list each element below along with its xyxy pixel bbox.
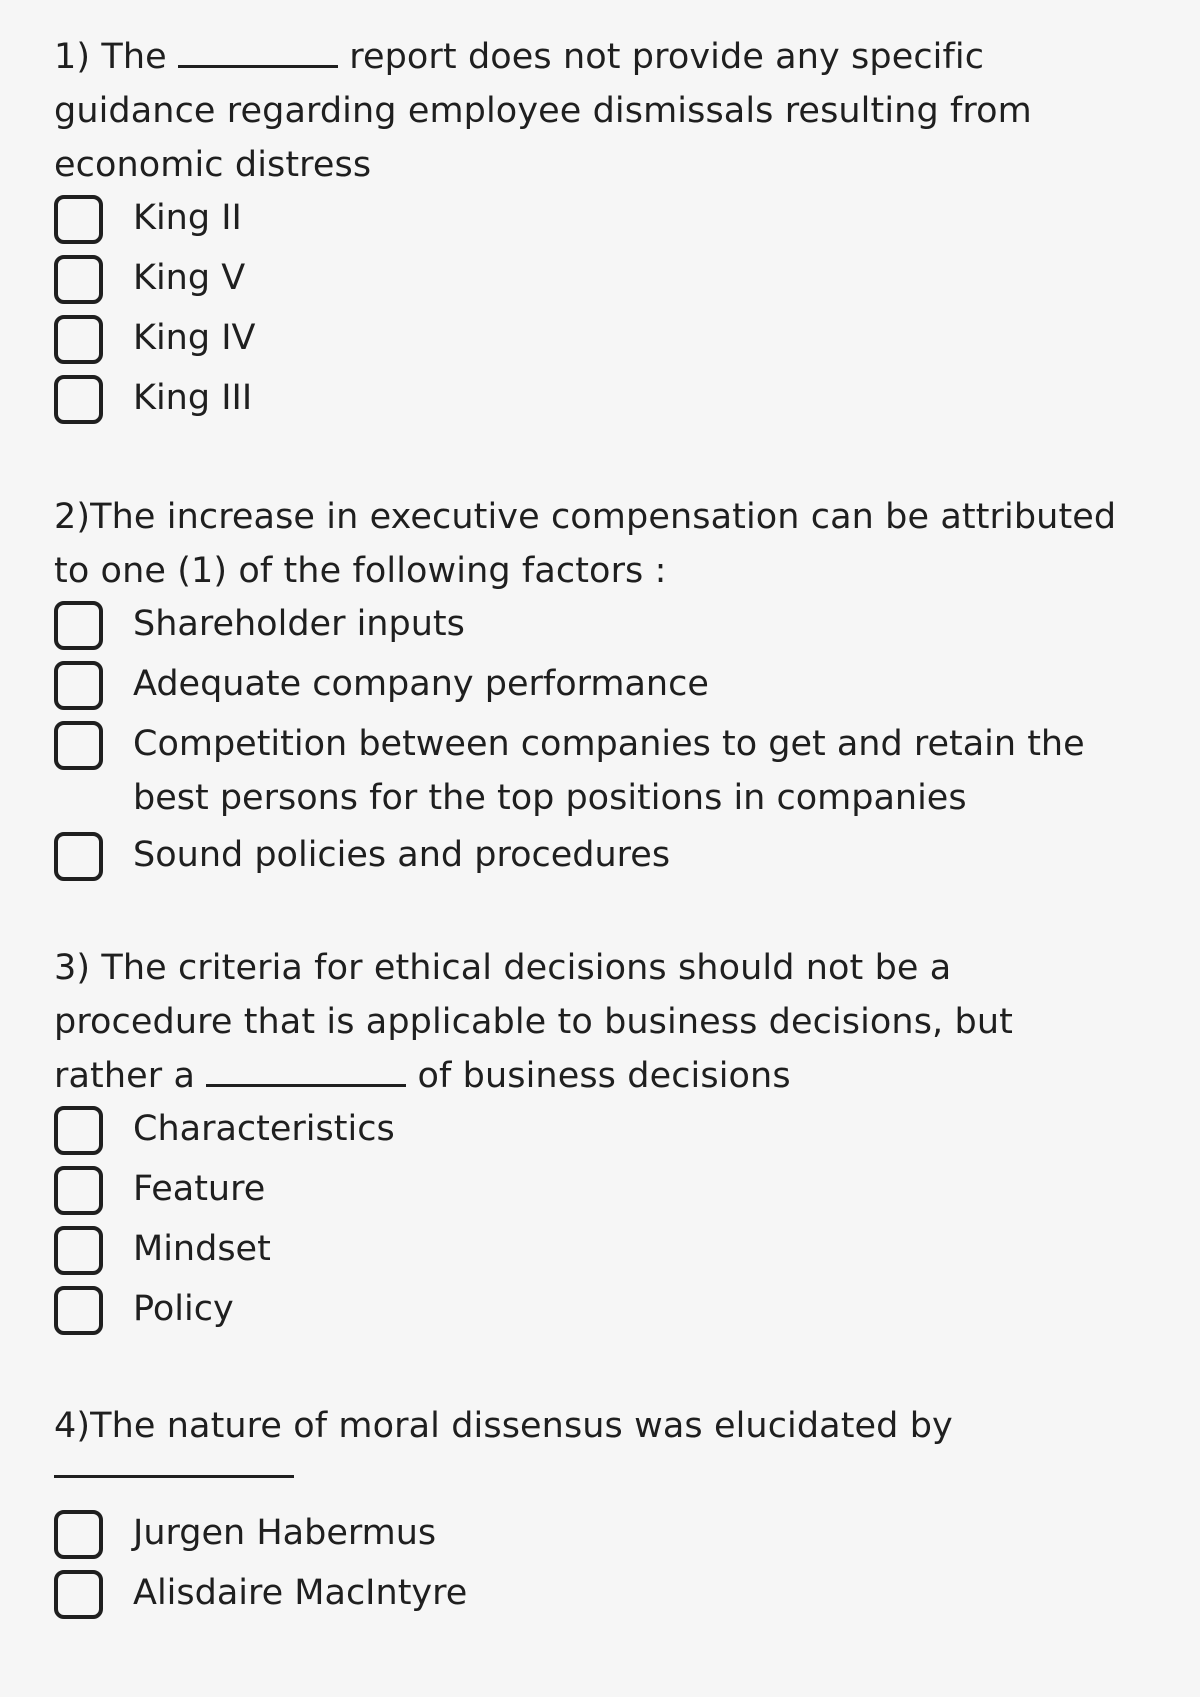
- checkbox[interactable]: [54, 601, 103, 650]
- checkbox[interactable]: [54, 1570, 103, 1619]
- option-label: Feature: [133, 1169, 266, 1209]
- option-item[interactable]: [54, 1103, 1154, 1163]
- question-4-text: 4)The nature of moral dissensus was elucidated by: [54, 1406, 953, 1446]
- question-3-text-after: of business decisions: [417, 1056, 791, 1096]
- question-1-text-after: report does not provide any specific guidance regarding employee dismissals resulting from economic distress: [54, 37, 1032, 185]
- question-4-blank-line: [54, 1453, 1154, 1507]
- option-item[interactable]: [54, 252, 1154, 312]
- option-item[interactable]: [54, 1567, 1154, 1627]
- option-label: King IV: [133, 318, 256, 358]
- option-label: King II: [133, 198, 242, 238]
- option-item[interactable]: [54, 829, 1154, 889]
- option-label: Alisdaire MacIntyre: [133, 1573, 468, 1613]
- option-label: King III: [133, 378, 253, 418]
- checkbox[interactable]: [54, 255, 103, 304]
- option-item[interactable]: [54, 192, 1154, 252]
- question-1-text-before: 1) The: [54, 37, 167, 77]
- question-4-options: [54, 1507, 1154, 1627]
- option-item[interactable]: [54, 658, 1154, 718]
- question-2-options: [54, 598, 1154, 889]
- option-item[interactable]: [54, 1223, 1154, 1283]
- checkbox[interactable]: [54, 721, 103, 770]
- option-item[interactable]: [54, 372, 1154, 432]
- checkbox[interactable]: [54, 1166, 103, 1215]
- checkbox[interactable]: [54, 1286, 103, 1335]
- checkbox[interactable]: [54, 1106, 103, 1155]
- option-label: Policy: [133, 1289, 234, 1329]
- checkbox[interactable]: [54, 661, 103, 710]
- checkbox[interactable]: [54, 1510, 103, 1559]
- option-item[interactable]: [54, 1507, 1154, 1567]
- checkbox[interactable]: [54, 832, 103, 881]
- question-3-options: [54, 1103, 1154, 1343]
- question-4: [54, 1399, 1154, 1627]
- checkbox[interactable]: [54, 195, 103, 244]
- checkbox[interactable]: [54, 1226, 103, 1275]
- question-2: [54, 490, 1154, 889]
- option-item[interactable]: [54, 718, 1154, 829]
- question-1-text: [54, 30, 1154, 192]
- question-3-blank: [206, 1062, 406, 1087]
- checkbox[interactable]: [54, 315, 103, 364]
- option-item[interactable]: [54, 1163, 1154, 1223]
- option-label: Competition between companies to get and retain the best persons for the top positions in companies: [133, 724, 1085, 818]
- option-item[interactable]: [54, 598, 1154, 658]
- option-item[interactable]: [54, 1283, 1154, 1343]
- question-1-options: [54, 192, 1154, 432]
- checkbox[interactable]: [54, 375, 103, 424]
- option-label: Mindset: [133, 1229, 271, 1269]
- question-3-text-before: 3) The criteria for ethical decisions should not be a procedure that is applicable to business decisions, but rather a: [54, 948, 1013, 1096]
- question-1: [54, 30, 1154, 432]
- option-item[interactable]: [54, 312, 1154, 372]
- option-label: Adequate company performance: [133, 664, 709, 704]
- option-label: Sound policies and procedures: [133, 835, 671, 875]
- question-3-text: [54, 941, 1084, 1103]
- option-label: Shareholder inputs: [133, 604, 465, 644]
- question-2-text: 2)The increase in executive compensation can be attributed to one (1) of the following factors :: [54, 497, 1117, 591]
- question-4-blank: [54, 1453, 294, 1478]
- option-label: King V: [133, 258, 246, 298]
- option-label: Jurgen Habermus: [133, 1513, 437, 1553]
- option-label: Characteristics: [133, 1109, 395, 1149]
- question-3: [54, 941, 1154, 1343]
- question-1-blank: [178, 43, 338, 68]
